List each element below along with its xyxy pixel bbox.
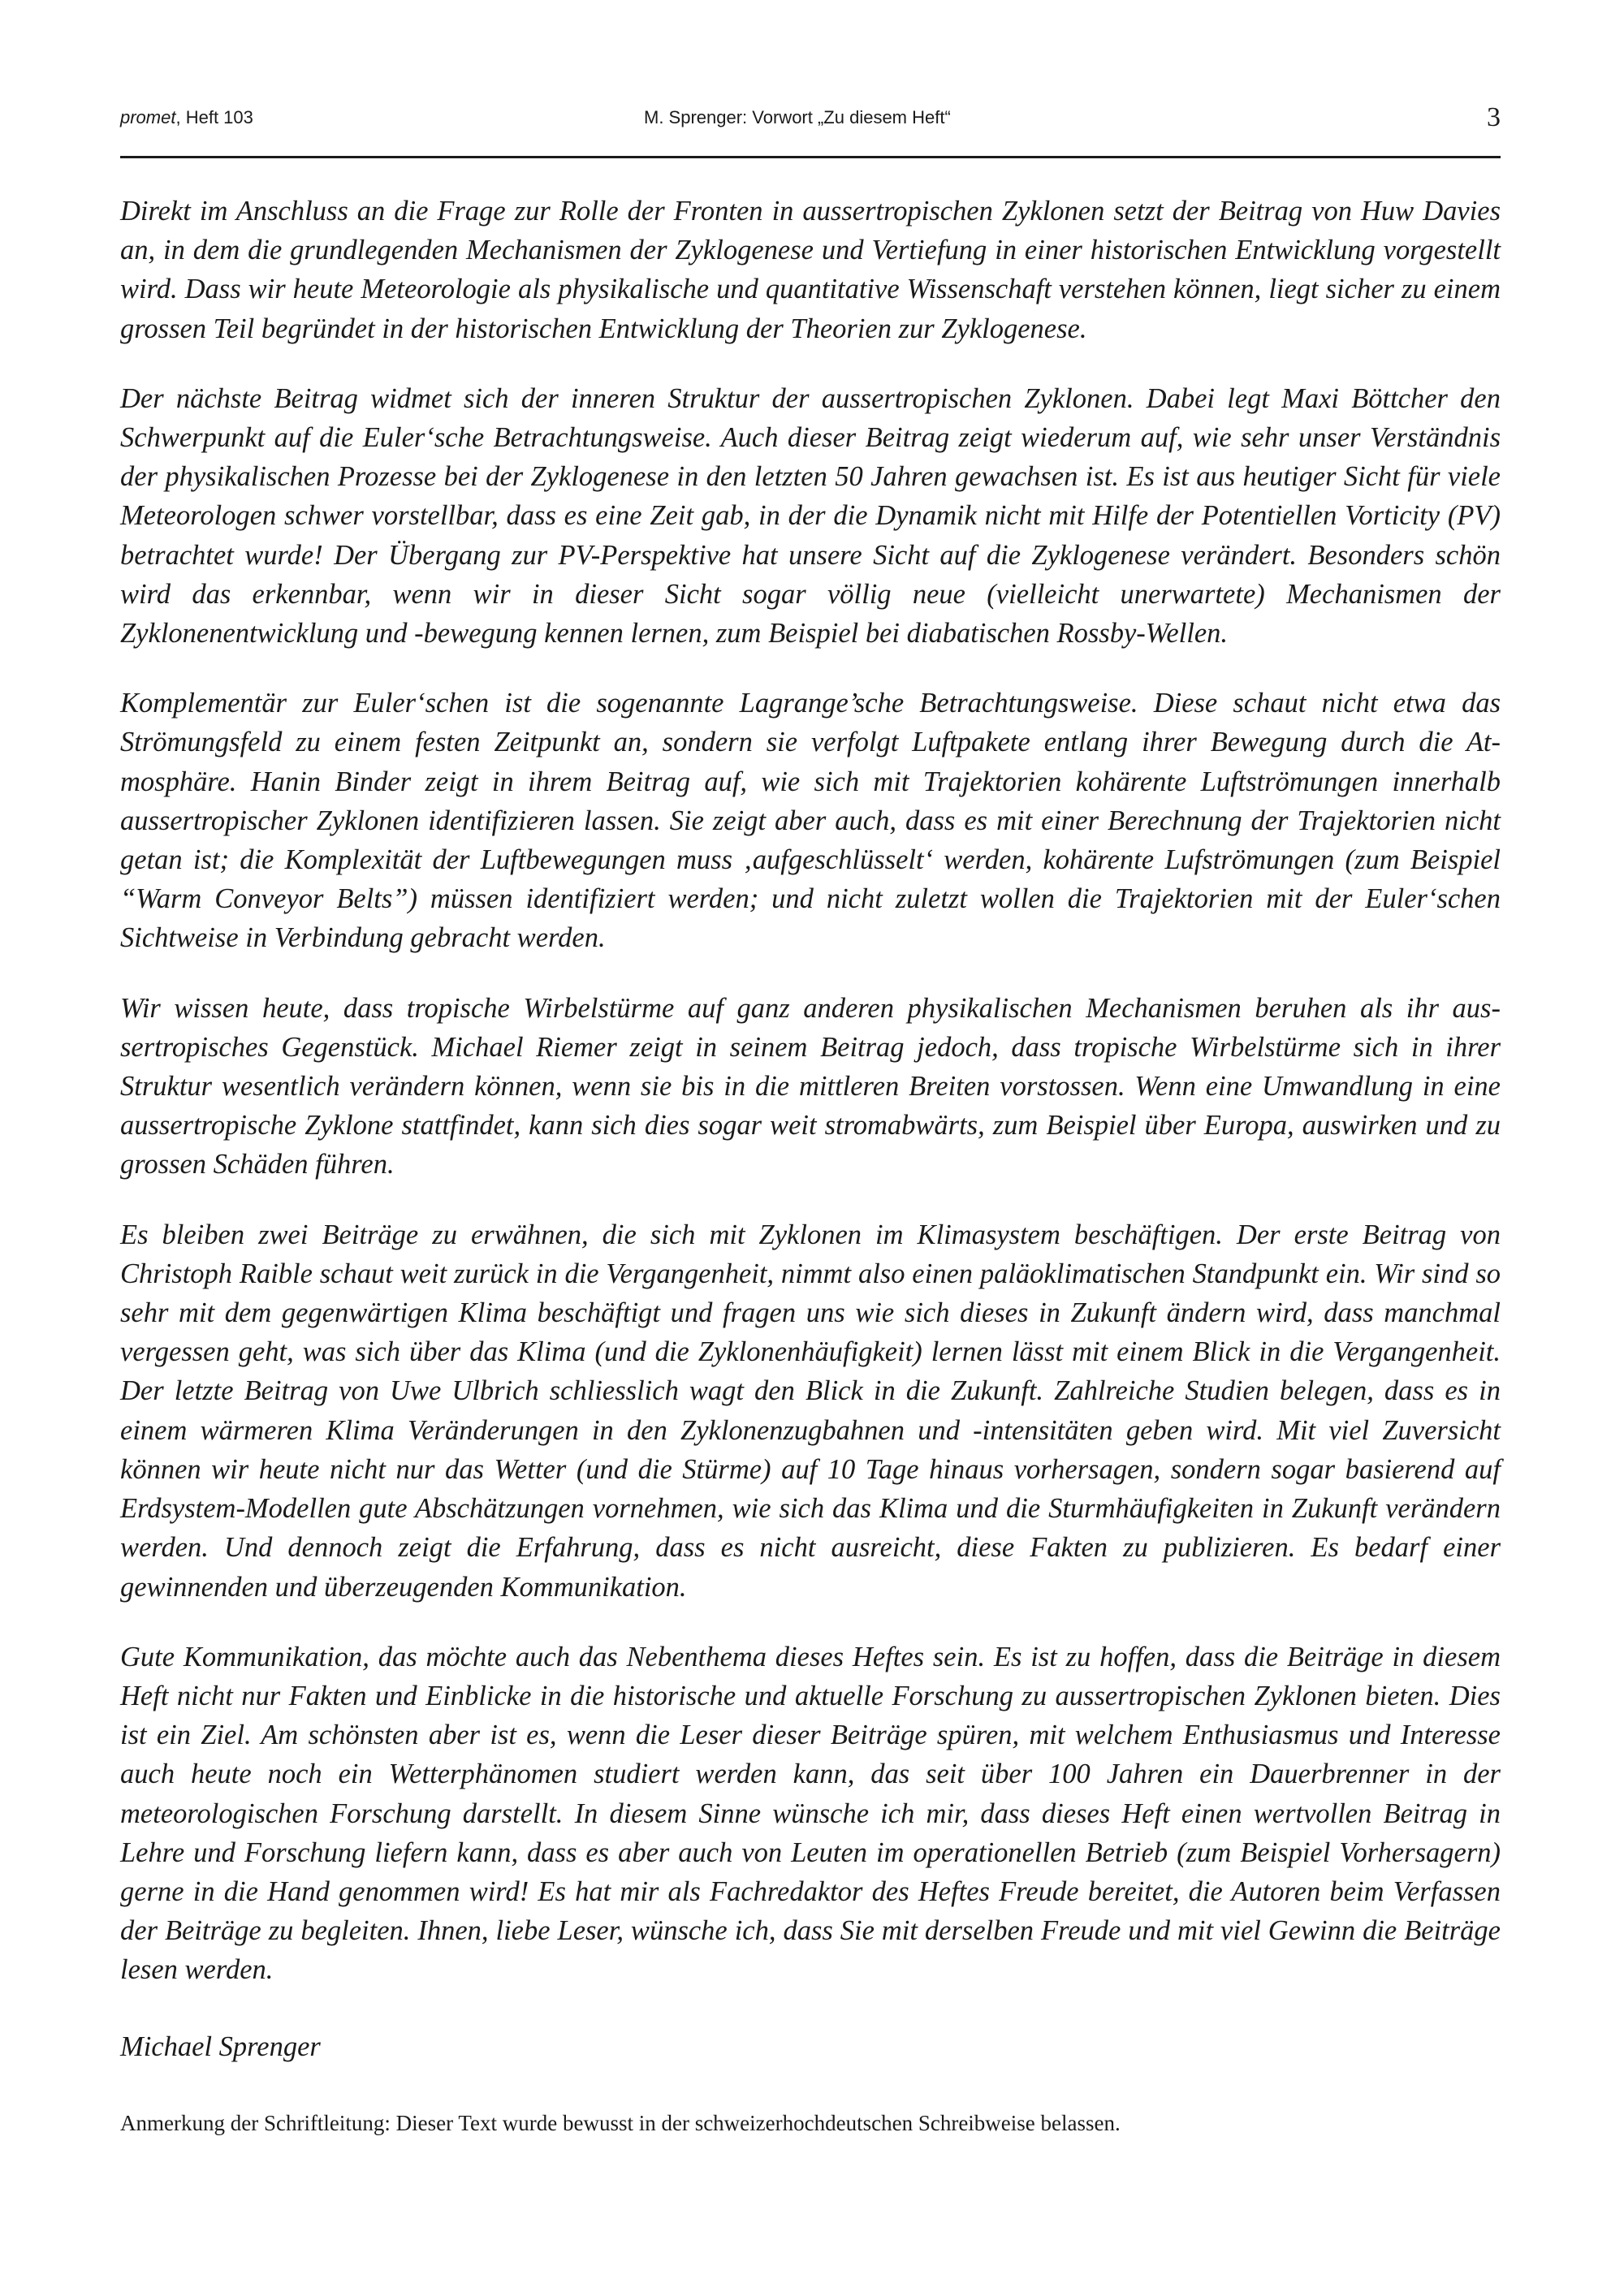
editor-note: Anmerkung der Schriftleitung: Dieser Text wurde bewusst in der schweizerhochdeutschen Schreibweise belassen. [120,2111,1121,2135]
page-header [120,99,1501,158]
issue-number: , Heft 103 [175,107,253,127]
paragraph: Es bleiben zwei Beiträge zu erwähnen, die sich mit Zyklonen im Klimasystem beschäftigen. Der erste Beitrag von Christoph Raible schaut weit zurück in die Vergangenheit, nimmt also einen paläoklimatischen Standpunkt ein. Wir sind so sehr mit dem gegenwärtigen Klima beschäftigt und fragen uns wie sich dieses in Zukunft ändern wird, dass manchmal vergessen geht, was sich über das Klima (und die Zyklonenhäufigkeit) lernen lässt mit einem Blick in die Vergangenheit. Der letzte Beitrag von Uwe Ulbrich schliesslich wagt den Blick in die Zukunft. Zahlreiche Studien belegen, dass es in einem wärmeren Klima Veränderungen in den Zyklonenzugbahnen und -intensitäten geben wird. Mit viel Zuversicht können wir heute nicht nur das Wetter (und die Stürme) auf 10 Tage hinaus vorhersagen, sondern sogar basierend auf Erdsystem-Modellen gute Abschätzungen vornehmen, wie sich das Klima und die Sturmhäufigkeiten in Zukunft verändern werden. Und dennoch zeigt die Erfahrung, dass es nicht ausreicht, diese Fakten zu publizieren. Es bedarf einer gewinnenden und überzeugenden Kommunikation. [120,1219,1501,1603]
paragraph: Der nächste Beitrag widmet sich der inneren Struktur der aussertropischen Zyklonen. Dabei legt Maxi Böttcher den Schwerpunkt auf die Euler‘sche Betrachtungsweise. Auch dieser Beitrag zeigt wiederum auf, wie sehr unser Verständnis der physikalischen Prozesse bei der Zyklogenese in den letzten 50 Jahren gewachsen ist. Es ist aus heutiger Sicht für viele Meteorologen schwer vorstellbar, dass es eine Zeit gab, in der die Dynamik nicht mit Hilfe der Potentiellen Vorticity (PV) betrachtet wurde! Der Übergang zur PV-Perspektive hat unsere Sicht auf die Zyklogenese verändert. Besonders schön wird das erkennbar, wenn wir in dieser Sicht sogar völlig neue (vielleicht unerwartete) Mechanismen der Zyklonenentwicklung und -bewegung kennen lernen, zum Beispiel bei diabatischen Rossby-Wellen. [120,382,1501,650]
page-number: 3 [1487,102,1501,132]
paragraph: Wir wissen heute, dass tropische Wirbelstürme auf ganz anderen physikalischen Mechanismen beruhen als ihr aussertropisches Gegenstück. Michael Riemer zeigt in seinem Beitrag jedoch, dass tropische Wirbelstürme sich in ihrer Struktur wesentlich verändern können, wenn sie bis in die mittleren Breiten vorstossen. Wenn eine Umwandlung in eine aussertropische Zyklone stattfindet, kann sich dies sogar weit stromabwärts, zum Beispiel über Europa, auswirken und zu grossen Schäden führen. [120,992,1501,1180]
paragraph: Direkt im Anschluss an die Frage zur Rolle der Fronten in aussertropischen Zyklonen setzt der Beitrag von Huw Davies an, in dem die grundlegenden Mechanismen der Zyklogenese und Vertiefung in einer historischen Entwicklung vorgestellt wird. Dass wir heute Meteorologie als physikalische und quantitative Wissenschaft verstehen können, liegt sicher zu einem grossen Teil begründet in der historischen Entwicklung der Theorien zur Zyklogenese. [120,196,1501,344]
journal-issue [120,107,253,128]
paragraph: Gute Kommunikation, das möchte auch das Nebenthema dieses Heftes sein. Es ist zu hoffen, dass die Beiträge in diesem Heft nicht nur Fakten und Einblicke in die historische und aktuelle Forschung zu aussertropischen Zyklonen bieten. Dies ist ein Ziel. Am schönsten aber ist es, wenn die Leser dieser Beiträge spüren, mit welchem Enthusiasmus und Interesse auch heute noch ein Wetterphänomen studiert werden kann, das seit über 100 Jahren ein Dauerbrenner in der meteorologischen Forschung darstellt. In diesem Sinne wünsche ich mir, dass dieses Heft einen wertvollen Beitrag in Lehre und Forschung liefern kann, dass es aber auch von Leuten im operationellen Betrieb (zum Beispiel Vorhersagern) gerne in die Hand genommen wird! Es hat mir als Fachredaktor des Heftes Freude bereitet, die Autoren beim Verfassen der Beiträge zu begleiten. Ihnen, liebe Leser, wünsche ich, dass Sie mit derselben Freude und mit viel Gewinn die Beiträge lesen werden. [120,1641,1501,1986]
article-body [120,192,1501,2021]
journal-name: promet [120,107,176,127]
running-title: M. Sprenger: Vorwort „Zu diesem Heft“ [644,107,951,127]
paragraph: Komplementär zur Euler‘schen ist die sogenannte Lagrange’sche Betrachtungsweise. Diese schaut nicht etwa das Strömungsfeld zu einem festen Zeitpunkt an, sondern sie verfolgt Luftpakete entlang ihrer Bewegung durch die Atmosphäre. Hanin Binder zeigt in ihrem Beitrag auf, wie sich mit Trajektorien kohärente Luftströmungen innerhalb aussertropischer Zyklonen identifizieren lassen. Sie zeigt aber auch, dass es mit einer Berechnung der Trajektorien nicht getan ist; die Komplexität der Luftbewegungen muss ‚aufgeschlüsselt‘ werden, kohärente Lufströmungen (zum Beispiel “Warm Conveyor Belts”) müssen identifiziert werden; und nicht zuletzt wollen die Trajektorien mit der Euler‘schen Sichtweise in Verbindung gebracht werden. [120,688,1501,954]
author-signature: Michael Sprenger [120,2031,321,2062]
